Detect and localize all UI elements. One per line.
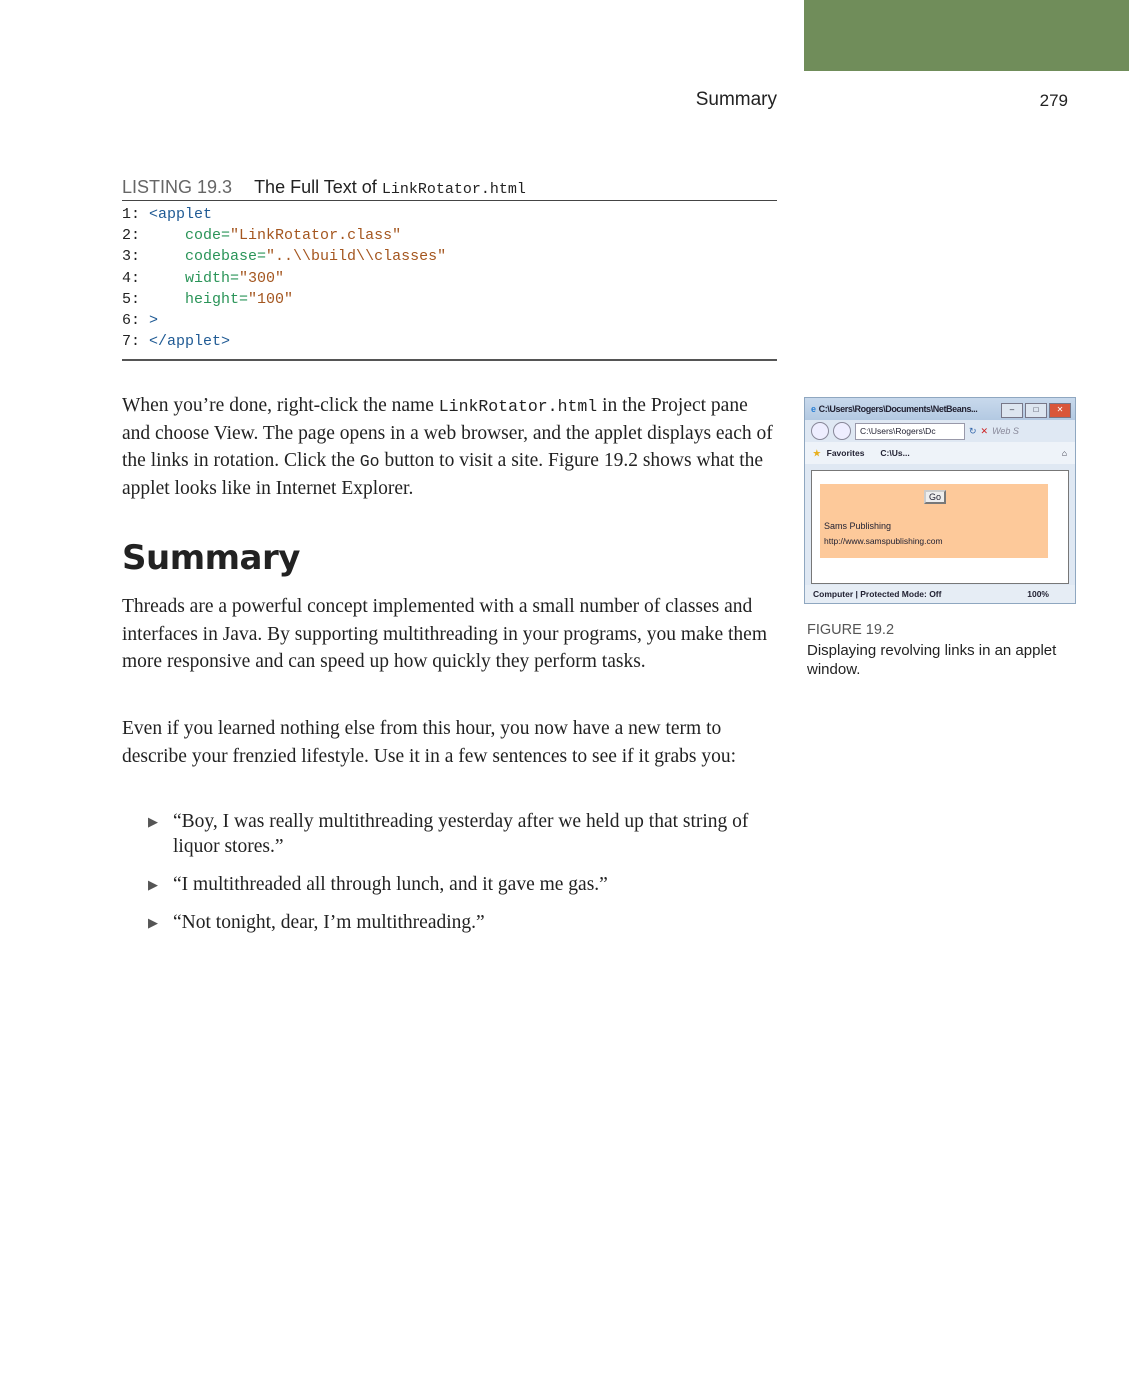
refresh-icon: ↻: [969, 425, 977, 436]
listing-file: LinkRotator.html: [381, 181, 526, 198]
line-number: 1:: [122, 206, 150, 223]
code-token: height=: [185, 290, 249, 308]
code-token: code=: [185, 227, 231, 245]
bullet-item: ▶ “Boy, I was really multithreading yesterday after we held up that string of liquor stores.”: [148, 811, 749, 857]
page-content: [811, 470, 1069, 584]
figure-caption-text: Displaying revolving links in an applet window.: [807, 641, 1057, 678]
code-line: [122, 310, 777, 331]
code-token: "LinkRotator.class": [230, 227, 402, 245]
listing-label: LISTING 19.3: [122, 177, 233, 197]
code-token: [149, 227, 185, 244]
status-bar: [805, 585, 1075, 603]
go-button: Go: [924, 490, 946, 504]
applet-link-url: http://www.samspublishing.com: [824, 536, 943, 546]
section-heading: Summary: [122, 538, 300, 578]
back-icon: [811, 422, 829, 440]
code-token: [149, 270, 185, 287]
triangle-bullet-icon: ▶: [148, 814, 158, 829]
code-line: [122, 268, 777, 289]
triangle-bullet-icon: ▶: [148, 915, 158, 930]
code-token: >: [149, 312, 159, 330]
figure-browser-screenshot: [804, 397, 1076, 604]
line-number: 6:: [122, 312, 150, 330]
code-line: [122, 246, 777, 267]
close-icon: ✕: [1049, 403, 1071, 418]
code-token: width=: [185, 269, 240, 287]
minimize-icon: –: [1001, 403, 1023, 418]
running-head: Summary: [695, 89, 777, 110]
line-number: 5:: [122, 290, 150, 308]
paragraph-term: Even if you learned nothing else from this hour, you now have a new term to describe your frenzied lifestyle. Use it in a few sentences to see if it grabs you:: [122, 718, 737, 767]
favorites-star-icon: ★: [813, 447, 821, 458]
paragraph-intro: When you’re done, right-click the name LinkRotator.html in the Project pane and choose View. The page opens in a web browser, and the applet displays each of the links in rotation. Click the Go button to visit a site. Figure 19.2 shows what the applet looks like in Internet Explorer.: [122, 395, 773, 499]
search-field: Web S: [992, 426, 1019, 436]
code-line: [122, 331, 777, 352]
code-token: [149, 248, 185, 265]
line-number: 2:: [122, 227, 150, 245]
code-token: "..\\build\\classes": [266, 248, 447, 266]
address-bar-row: [805, 420, 1075, 442]
applet-area: [820, 484, 1048, 558]
home-icon: ⌂: [1061, 448, 1067, 458]
zoom-level: 100%: [1027, 589, 1049, 599]
forward-icon: [833, 422, 851, 440]
code-block: [122, 201, 777, 361]
line-number: 3:: [122, 248, 150, 266]
stop-icon: ✕: [980, 425, 989, 436]
code-token: </applet>: [149, 333, 231, 351]
code-token: [149, 291, 185, 308]
figure-caption: [807, 621, 1067, 680]
code-token: <applet: [149, 206, 213, 223]
bullet-item: ▶ “Not tonight, dear, I’m multithreading.”: [148, 912, 485, 933]
code-line: [122, 289, 777, 310]
window-title: e C:\Users\Rogers\Documents\NetBeans...: [805, 398, 1075, 420]
browser-tab: C:\Us...: [880, 448, 910, 458]
address-field: C:\Users\Rogers\Dc: [855, 423, 965, 440]
code-token: "300": [239, 269, 285, 287]
bullet-item: ▶ “I multithreaded all through lunch, and it gave me gas.”: [148, 874, 608, 895]
code-token: "100": [248, 290, 294, 308]
triangle-bullet-icon: ▶: [148, 877, 158, 892]
code-token: codebase=: [185, 248, 267, 266]
favorites-label: Favorites: [826, 448, 865, 458]
status-text: Computer | Protected Mode: Off: [813, 589, 942, 599]
code-line: [122, 204, 777, 225]
listing-title: The Full Text of: [254, 177, 377, 197]
figure-label: FIGURE 19.2: [807, 622, 895, 638]
page-number: 279: [1039, 91, 1068, 110]
chapter-tab: [804, 0, 1129, 71]
paragraph-summary: Threads are a powerful concept implemented with a small number of classes and interfaces in Java. By supporting multithreading in your programs, you make them more responsive and can speed up how quickly they perform tasks.: [122, 596, 767, 672]
code-line: [122, 225, 777, 246]
applet-link-name: Sams Publishing: [824, 521, 892, 531]
line-number: 4:: [122, 269, 150, 287]
maximize-icon: □: [1025, 403, 1047, 418]
ie-icon: e: [811, 404, 816, 414]
listing-header: [122, 177, 777, 201]
line-number: 7:: [122, 333, 150, 351]
code-listing: [122, 177, 777, 361]
